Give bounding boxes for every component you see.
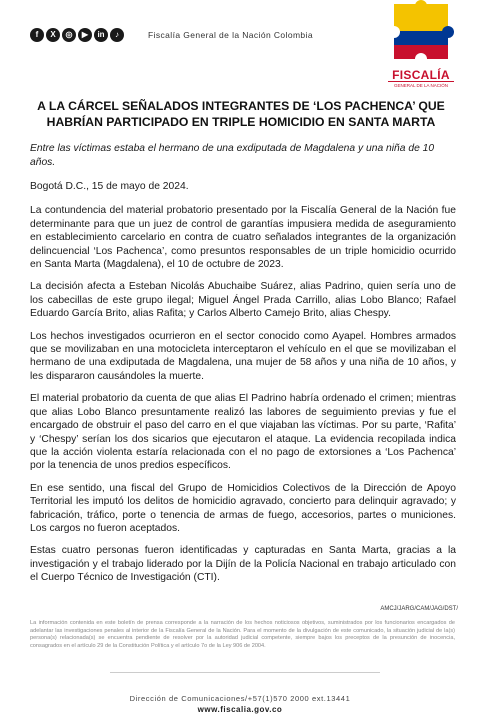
page-header [0,0,480,90]
article-title: A LA CÁRCEL SEÑALADOS INTEGRANTES DE ‘LOS PACHENCA’ QUE HABRÍAN PARTICIPADO EN TRIPLE HOMICIDIO EN SANTA MARTA [37,99,445,129]
paragraph: Los hechos investigados ocurrieron en el sector conocido como Ayapel. Hombres armados que se movilizaban en una motocicleta interceptaron el vehículo en el que se movilizaban el hermano de una exdiputada de Magdalena, una mujer de 58 años y una niña de 10 años, y les dispararon causándoles la muerte. [30,330,456,382]
footer-divider [110,672,380,673]
puzzle-piece-icon [388,0,454,66]
footer-contact: Dirección de Comunicaciones/+57(1)570 2000 ext.13441 [129,694,351,703]
x-icon[interactable]: X [46,28,60,42]
author-initials: AMCJ/JARG/CAM/JAG/DST/ [380,606,458,612]
paragraph: Estas cuatro personas fueron identificadas y capturadas en Santa Marta, gracias a la investigación y el trabajo liderado por la Dijín de la Policía Nacional en trabajo articulado con el Cuerpo Técnico de Investigación (CTI). [30,545,456,584]
logo-text: FISCALÍA [392,68,450,82]
linkedin-icon[interactable]: in [94,28,108,42]
article-date: Bogotá D.C., 15 de mayo de 2024. [30,181,189,192]
article-lede: Entre las víctimas estaba el hermano de una exdiputada de Magdalena y una niña de 10 años. [30,143,435,168]
paragraph: La decisión afecta a Esteban Nicolás Abuchaibe Suárez, alias Padrino, quien sería uno de los cabecillas de este grupo ilegal; Miguel Ángel Prada Carrillo, alias Lobo Blanco; Rafael Eduardo García Brito, alias Rafita; y Carlos Alberto Camejo Brito, alias Chespy. [30,281,456,320]
org-name: Fiscalía General de la Nación Colombia [148,30,313,40]
paragraph: En ese sentido, una fiscal del Grupo de Homicidios Colectivos de la Dirección de Apoyo Territorial les imputó los delitos de homicidio agravado, concierto para delinquir agravado; y fabricación, tráfico, porte o tenencia de armas de fuego, accesorios, partes o municiones. Los cargos no fueron aceptados. [30,482,456,534]
article-body [30,180,456,594]
instagram-icon[interactable]: ◎ [62,28,76,42]
footer-website-link[interactable]: www.fiscalia.gov.co [197,705,283,714]
facebook-icon[interactable]: f [30,28,44,42]
paragraph: El material probatorio da cuenta de que alias El Padrino habría ordenado el crimen; mientras que alias Lobo Blanco presuntamente realizó las labores de seguimiento previas y fue el encargado de obstruir el paso del carro en el que viajaban las víctimas. Por su parte, ‘Rafita’ y ‘Chespy’ serían los dos sicarios que ejecutaron el ataque. La evidencia recopilada indica que la acción violenta estaría relacionada con el no pago de extorsiones a ‘Los Pachenca’ por la tenencia de unos predios específicos. [30,393,456,472]
youtube-icon[interactable]: ▶ [78,28,92,42]
legal-disclaimer: La información contenida en este boletín de prensa corresponde a la narración de los hechos noticiosos objetivos, suministrados por los funcionarios encargados de adelantar las investigaciones penales al interior de la Fiscalía General de la Nación. Para el momento de la divulgación de este comunicado, la situación judicial de la(s) persona(s) relacionada(s) se encuentra pendiente de resolver por la autoridad judicial competente, siempre bajos los preceptos de la presunción de inocencia, consagrados en el artículo 29 de la Constitución Política y el artículo 7o de la Ley 906 de 2004. [30,620,455,649]
social-icons [30,28,124,42]
paragraph: La contundencia del material probatorio presentado por la Fiscalía General de la Nación fue determinante para que un juez de control de garantías impusiera medida de aseguramiento en establecimiento carcelario en contra de cuatro señalados integrantes de la organización delincuencial ‘Los Pachenca’, como presuntos responsables de un triple homicidio ocurrido en Santa Marta (Magdalena), el 10 de octubre de 2023. [30,205,456,271]
fiscalia-logo [388,0,454,90]
tiktok-icon[interactable]: ♪ [110,28,124,42]
logo-subtext: GENERAL DE LA NACIÓN [388,81,454,88]
